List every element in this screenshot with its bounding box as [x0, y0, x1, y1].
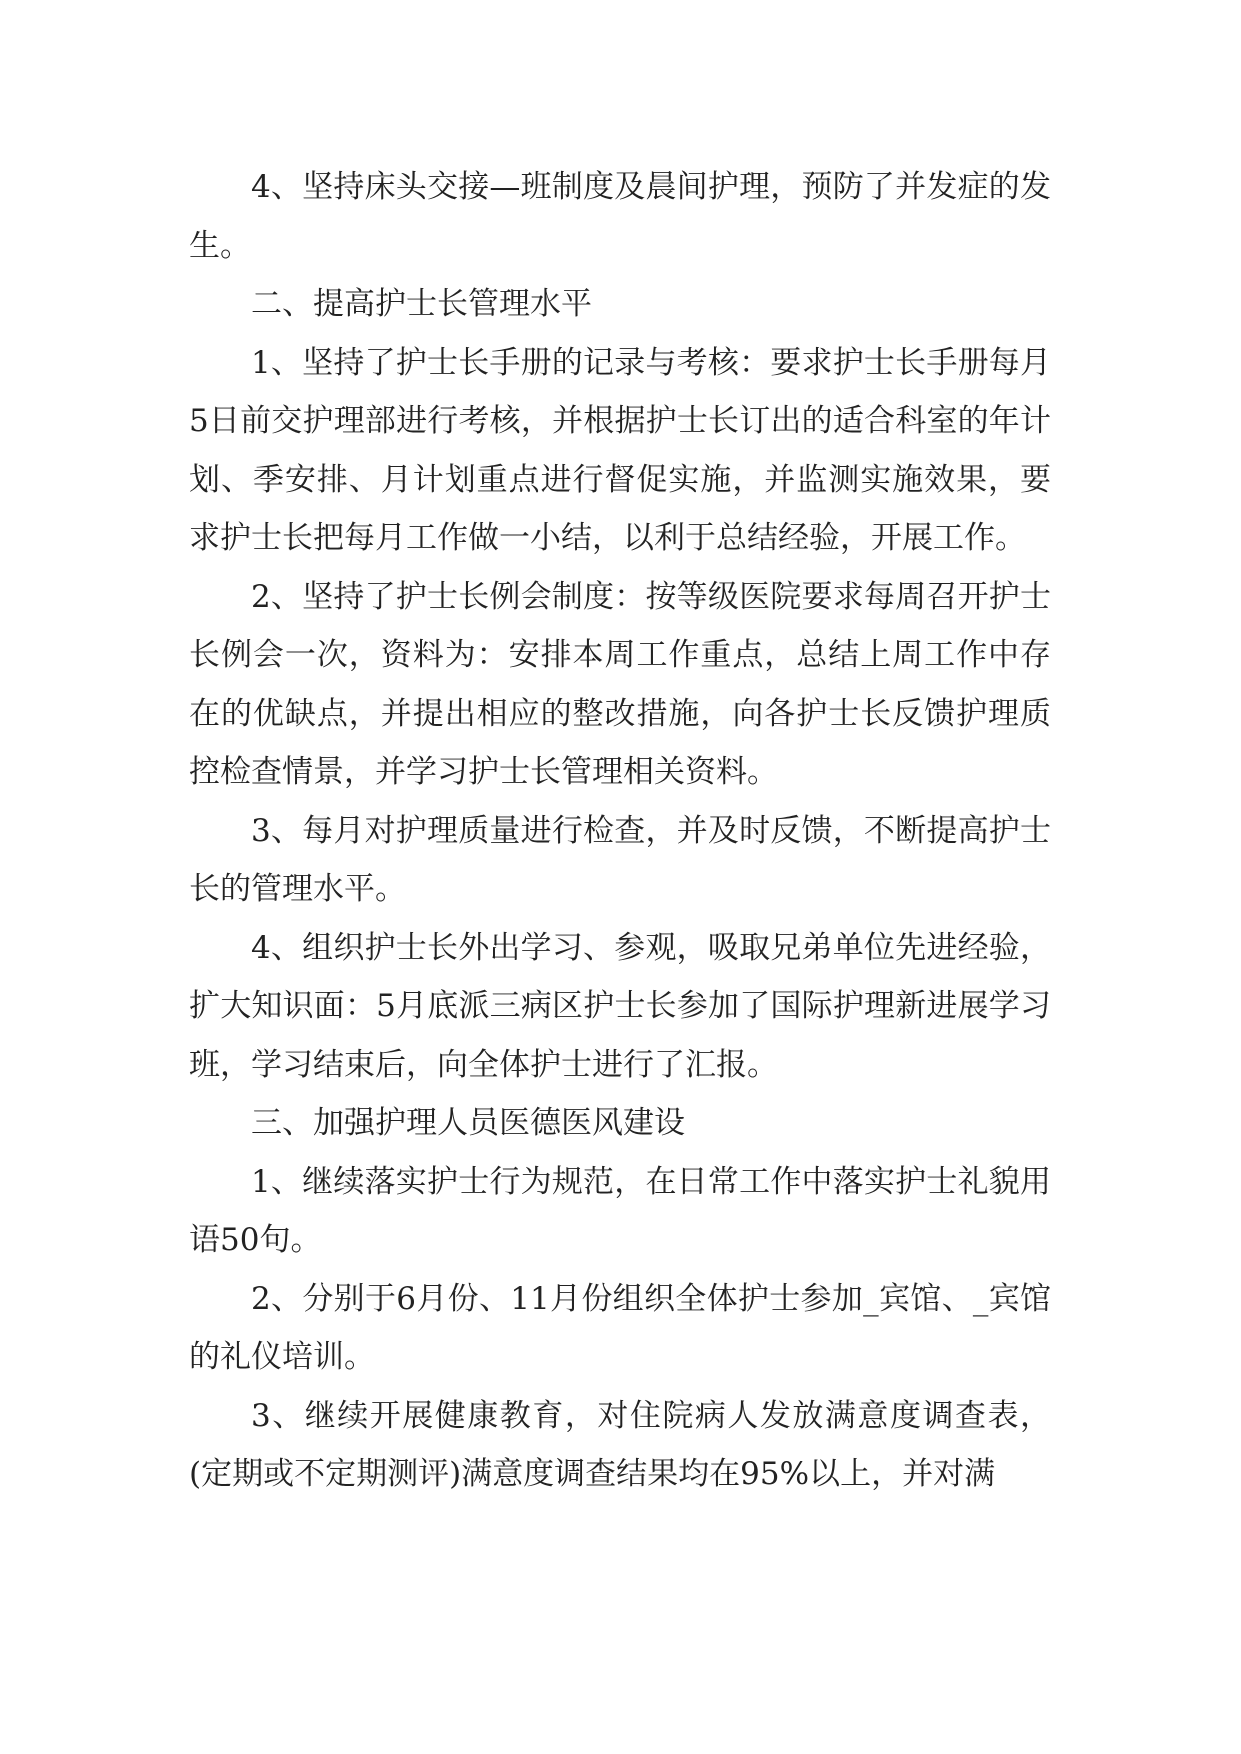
paragraph-external-learning: 4、组织护士长外出学习、参观，吸取兄弟单位先进经验，扩大知识面：5月底派三病区护士长参加了国际护理新进展学习班，学习结束后，向全体护士进行了汇报。 — [189, 929, 1051, 1083]
paragraph-head-nurse-handbook: 1、坚持了护士长手册的记录与考核：要求护士长手册每月5日前交护理部进行考核，并根据护士长订出的适合科室的年计划、季安排、月计划重点进行督促实施，并监测实施效果，要求护士长把每月工作做一小结，以利于总结经验，开展工作。 — [189, 344, 1051, 556]
paragraph-health-education: 3、继续开展健康教育，对住院病人发放满意度调查表，(定期或不定期测评)满意度调查结果均在95%以上，并对满 — [189, 1397, 1051, 1492]
section-heading-head-nurse-management: 二、提高护士长管理水平 — [251, 286, 592, 322]
paragraph-shift-handover: 4、坚持床头交接—班制度及晨间护理，预防了并发症的发生。 — [189, 169, 1051, 264]
document-body — [189, 158, 1051, 1504]
paragraph-head-nurse-meetings: 2、坚持了护士长例会制度：按等级医院要求每周召开护士长例会一次，资料为：安排本周工作重点，总结上周工作中存在的优缺点，并提出相应的整改措施，向各护士长反馈护理质控检查情景，并学习护士长管理相关资料。 — [189, 578, 1051, 790]
paragraph-etiquette-training: 2、分别于6月份、11月份组织全体护士参加_宾馆、_宾馆的礼仪培训。 — [189, 1280, 1051, 1375]
paragraph-monthly-quality-check: 3、每月对护理质量进行检查，并及时反馈，不断提高护士长的管理水平。 — [189, 812, 1051, 907]
section-heading-medical-ethics: 三、加强护理人员医德医风建设 — [251, 1105, 685, 1141]
paragraph-conduct-norms: 1、继续落实护士行为规范，在日常工作中落实护士礼貌用语50句。 — [189, 1163, 1051, 1258]
